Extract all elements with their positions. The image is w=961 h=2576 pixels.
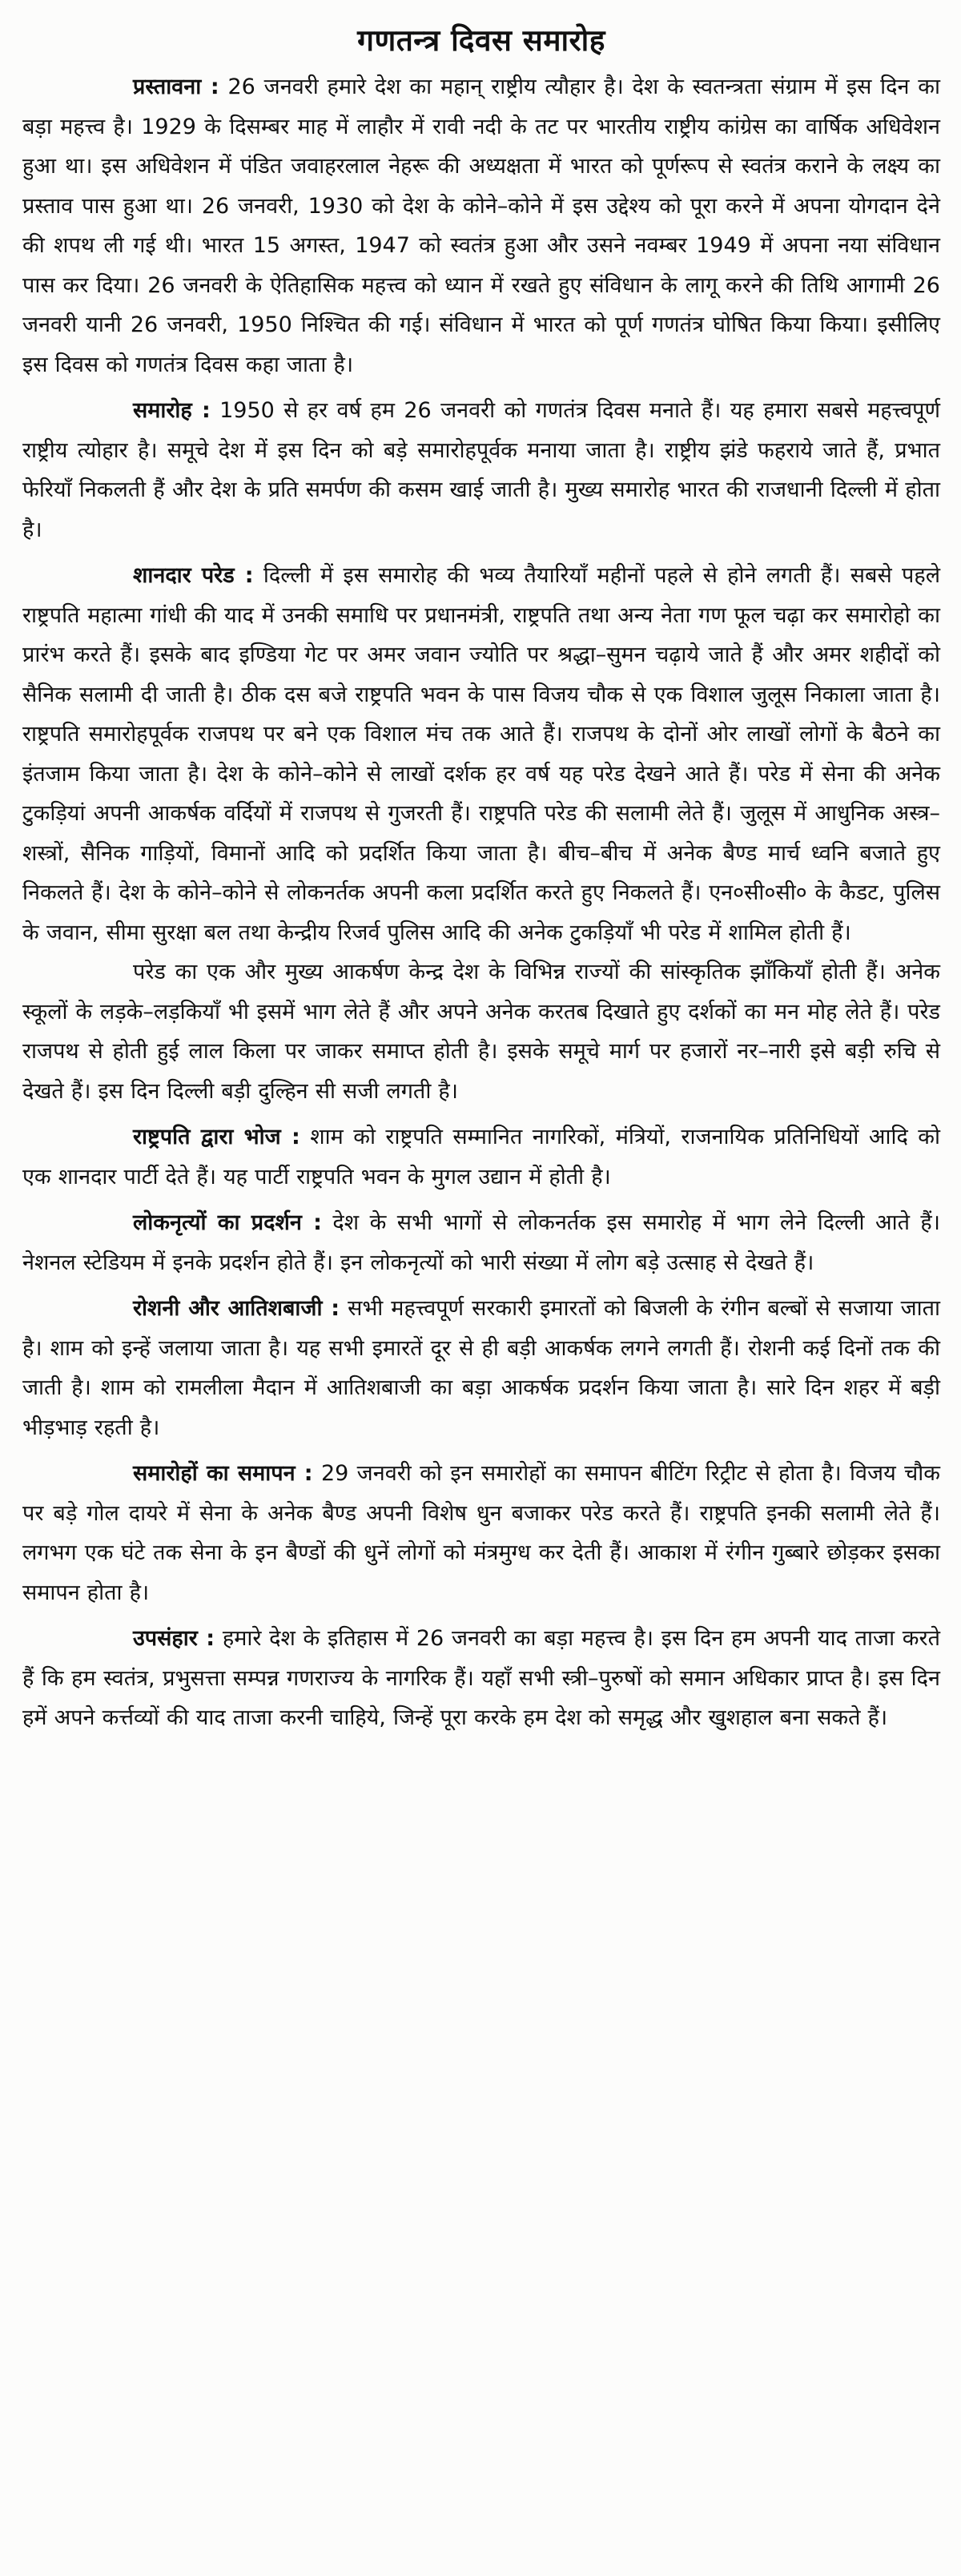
- section-heading: राष्ट्रपति द्वारा भोज :: [133, 1125, 300, 1149]
- section-heading: शानदार परेड :: [133, 563, 254, 588]
- section-president-banquet: [22, 1117, 940, 1197]
- section-heading: प्रस्तावना :: [133, 74, 219, 99]
- section-folk-dances: [22, 1203, 940, 1282]
- paragraph-text: दिल्ली में इस समारोह की भव्य तैयारियाँ महीनों पहले से होने लगती हैं। सबसे पहले राष्ट्रपति महात्मा गांधी की याद में उनकी समाधि पर प्रधानमंत्री, राष्ट्रपति तथा अन्य नेता गण फूल चढ़ा कर समारोहो का प्रारंभ करते हैं। इसके बाद इण्डिया गेट पर अमर जवान ज्योति पर श्रद्धा–सुमन चढ़ाये जाते हैं और अमर शहीदों को सैनिक सलामी दी जाती है। ठीक दस बजे राष्ट्रपति भवन के पास विजय चौक से एक विशाल जुलूस निकाला जाता है। राष्ट्रपति समारोहपूर्वक राजपथ पर बने एक विशाल मंच तक आते हैं। राजपथ के दोनों ओर लाखों लोगों के बैठने का इंतजाम किया जाता है। देश के कोने–कोने से लाखों दर्शक हर वर्ष यह परेड देखने आते हैं। परेड में सेना की अनेक टुकड़ियां अपनी आकर्षक वर्दियों में राजपथ से गुजरती हैं। राष्ट्रपति परेड की सलामी लेते हैं। जुलूस में आधुनिक अस्त्र–शस्त्रों, सैनिक गाड़ियों, विमानों आदि को प्रदर्शित किया जाता है। बीच–बीच में अनेक बैण्ड मार्च ध्वनि बजाते हुए निकलते हैं। देश के कोने–कोने से लोकनर्तक अपनी कला प्रदर्शित करते हुए निकलते हैं। एन०सी०सी० के कैडट, पुलिस के जवान, सीमा सुरक्षा बल तथा केन्द्रीय रिजर्व पुलिस आदि की अनेक टुकड़ियाँ भी परेड में शामिल होती हैं।: [22, 563, 941, 945]
- paragraph: [22, 556, 940, 952]
- section-conclusion: [22, 1619, 940, 1738]
- section-grand-parade: [22, 556, 940, 1111]
- paragraph-text: 1950 से हर वर्ष हम 26 जनवरी को गणतंत्र दिवस मनाते हैं। यह हमारा सबसे महत्त्वपूर्ण राष्ट्रीय त्योहार है। समूचे देश में इस दिन को बड़े समारोहपूर्वक मनाया जाता है। राष्ट्रीय झंडे फहराये जाते हैं, प्रभात फेरियाँ निकलती हैं और देश के प्रति समर्पण की कसम खाई जाती है। मुख्य समारोह भारत की राजधानी दिल्ली में होता है।: [22, 398, 940, 542]
- page-title: गणतन्त्र दिवस समारोह: [357, 23, 605, 58]
- section-heading: समारोहों का समापन :: [133, 1461, 313, 1486]
- section-heading: समारोह :: [133, 398, 211, 423]
- paragraph: [22, 1619, 940, 1738]
- section-closing-ceremony: [22, 1454, 940, 1612]
- section-celebration: [22, 391, 940, 549]
- paragraph: [22, 1454, 940, 1612]
- paragraph-text: हमारे देश के इतिहास में 26 जनवरी का बड़ा महत्त्व है। इस दिन हम अपनी याद ताजा करते हैं कि हम स्वतंत्र, प्रभुसत्ता सम्पन्न गणराज्य के नागरिक हैं। यहाँ सभी स्त्री–पुरुषों को समान अधिकार प्राप्त है। इस दिन हमें अपने कर्त्तव्यों की याद ताजा करनी चाहिये, जिन्हें पूरा करके हम देश को समृद्ध और खुशहाल बना सकते हैं।: [22, 1626, 940, 1730]
- section-heading: रोशनी और आतिशबाजी :: [133, 1296, 340, 1321]
- paragraph-text: 26 जनवरी हमारे देश का महान् राष्ट्रीय त्यौहार है। देश के स्वतन्त्रता संग्राम में इस दिन का बड़ा महत्त्व है। 1929 के दिसम्बर माह में लाहौर में रावी नदी के तट पर भारतीय राष्ट्रीय कांग्रेस का वार्षिक अधिवेशन हुआ था। इस अधिवेशन में पंडित जवाहरलाल नेहरू की अध्यक्षता में भारत को पूर्णरूप से स्वतंत्र कराने के लक्ष्य का प्रस्ताव पास हुआ था। 26 जनवरी, 1930 को देश के कोने–कोने में इस उद्देश्य को पूरा करने में अपना योगदान देने की शपथ ली गई थी। भारत 15 अगस्त, 1947 को स्वतंत्र हुआ और उसने नवम्बर 1949 में अपना नया संविधान पास कर दिया। 26 जनवरी के ऐतिहासिक महत्त्व को ध्यान में रखते हुए संविधान के लागू करने की तिथि आगामी 26 जनवरी यानी 26 जनवरी, 1950 निश्चित की गई। संविधान में भारत को पूर्ण गणतंत्र घोषित किया किया। इसीलिए इस दिवस को गणतंत्र दिवस कहा जाता है।: [22, 74, 940, 377]
- paragraph-text: परेड का एक और मुख्य आकर्षण केन्द्र देश के विभिन्न राज्यों की सांस्कृतिक झाँकियाँ होती हैं। अनेक स्कूलों के लड़के–लड़कियाँ भी इसमें भाग लेते हैं और अपने अनेक करतब दिखाते हुए दर्शकों का मन मोह लेते हैं। परेड राजपथ से होती हुई लाल किला पर जाकर समाप्त होती है। इसके समूचे मार्ग पर हजारों नर–नारी इसे बड़ी रुचि से देखते हैं। इस दिन दिल्ली बड़ी दुल्हिन सी सजी लगती है।: [22, 960, 940, 1104]
- paragraph-text: देश के सभी भागों से लोकनर्तक इस समारोह में भाग लेने दिल्ली आते हैं। नेशनल स्टेडियम में इनके प्रदर्शन होते हैं। इन लोकनृत्यों को भारी संख्या में लोग बड़े उत्साह से देखते हैं।: [22, 1210, 940, 1275]
- paragraph: [22, 67, 940, 384]
- section-introduction: [22, 67, 940, 384]
- paragraph: [22, 952, 940, 1111]
- section-lights-fireworks: [22, 1289, 940, 1447]
- paragraph: [22, 391, 940, 549]
- paragraph-text: सभी महत्त्वपूर्ण सरकारी इमारतों को बिजली के रंगीन बल्बों से सजाया जाता है। शाम को इन्हें जलाया जाता है। यह सभी इमारतें दूर से ही बड़ी आकर्षक लगने लगती हैं। रोशनी कई दिनों तक की जाती है। शाम को रामलीला मैदान में आतिशबाजी का बड़ा आकर्षक प्रदर्शन किया जाता है। सारे दिन शहर में बड़ी भीड़भाड़ रहती है।: [22, 1296, 940, 1440]
- section-heading: लोकनृत्यों का प्रदर्शन :: [133, 1210, 322, 1235]
- section-heading: उपसंहार :: [133, 1626, 215, 1651]
- paragraph: [22, 1289, 940, 1447]
- paragraph: [22, 1117, 940, 1197]
- paragraph: [22, 1203, 940, 1282]
- paragraph-text: 29 जनवरी को इन समारोहों का समापन बीटिंग रिट्रीट से होता है। विजय चौक पर बड़े गोल दायरे में सेना के अनेक बैण्ड अपनी विशेष धुन बजाकर परेड करते हैं। राष्ट्रपति इनकी सलामी लेते हैं। लगभग एक घंटे तक सेना के इन बैण्डों की धुनें लोगों को मंत्रमुग्ध कर देती हैं। आकाश में रंगीन गुब्बारे छोड़कर इसका समापन होता है।: [22, 1461, 940, 1605]
- paragraph-text: शाम को राष्ट्रपति सम्मानित नागरिकों, मंत्रियों, राजनायिक प्रतिनिधियों आदि को एक शानदार पार्टी देते हैं। यह पार्टी राष्ट्रपति भवन के मुगल उद्यान में होती है।: [22, 1125, 940, 1189]
